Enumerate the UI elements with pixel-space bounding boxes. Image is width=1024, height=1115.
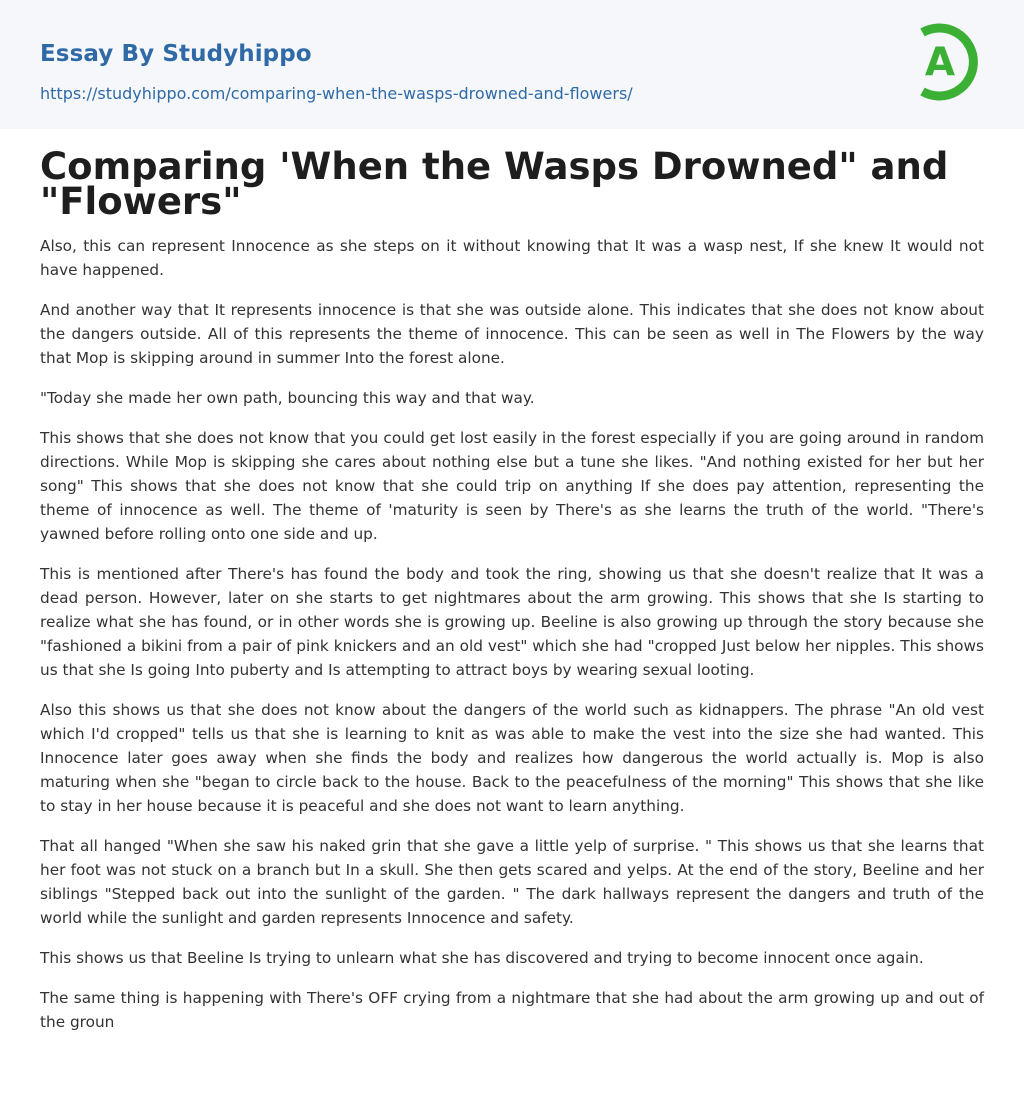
paragraph: This shows that she does not know that you could get lost easily in the forest especially if you are going around in random directions. While Mop is skipping she cares about nothing else but a tune she likes. "And nothing existed for her but her song" This shows that she does not know that she could trip on anything If she does pay attention, representing the theme of innocence as well. The theme of 'maturity is seen by There's as she learns the truth of the world. "There's yawned before rolling onto one side and up. bbox=[40, 429, 984, 543]
paragraph: Also, this can represent Innocence as she steps on it without knowing that It was a wasp nest, If she knew It would not have happened. bbox=[40, 237, 984, 279]
paragraph: Also this shows us that she does not know about the dangers of the world such as kidnappers. The phrase "An old vest which I'd cropped" tells us that she is learning to knit as was able to make the vest into the size she had wanted. This Innocence later goes away when she finds the body and realizes how dangerous the world actually is. Mop is also maturing when she "began to circle back to the house. Back to the peacefulness of the morning" This shows that she like to stay in her house because it is peaceful and she does not want to learn anything. bbox=[40, 701, 984, 815]
paragraph: That all hanged "When she saw his naked grin that she gave a little yelp of surprise. " This shows us that she learns that her foot was not stuck on a branch but In a skull. She then gets scared and yelps. At the end of the story, Beeline and her siblings "Stepped back out into the sunlight of the garden. " The dark hallways represent the dangers and truth of the world while the sunlight and garden represents Innocence and safety. bbox=[40, 837, 984, 927]
paragraph: This shows us that Beeline Is trying to unlearn what she has discovered and trying to become innocent once again. bbox=[40, 949, 924, 967]
essay-title: Comparing 'When the Wasps Drowned" and "Flowers" bbox=[40, 145, 949, 223]
logo-letter: A bbox=[924, 40, 956, 85]
essay-body bbox=[40, 234, 984, 1050]
paragraph: And another way that It represents innocence is that she was outside alone. This indicates that she does not know about the dangers outside. All of this represents the theme of innocence. This can be seen as well in The Flowers by the way that Mop is skipping around in summer Into the forest alone. bbox=[40, 301, 984, 367]
paragraph: This is mentioned after There's has found the body and took the ring, showing us that she doesn't realize that It was a dead person. However, later on she starts to get nightmares about the arm growing. This shows that she Is starting to realize what she has found, or in other words she is growing up. Beeline is also growing up through the story because she "fashioned a bikini from a pair of pink knickers and an old vest" which she had "cropped Just below her nipples. This shows us that she Is going Into puberty and Is attempting to attract boys by wearing sexual looting. bbox=[40, 565, 984, 679]
page-url-link[interactable]: https://studyhippo.com/comparing-when-the-wasps-drowned-and-flowers/ bbox=[40, 84, 633, 103]
site-brand[interactable]: Essay By Studyhippo bbox=[40, 41, 312, 67]
paragraph: The same thing is happening with There's OFF crying from a nightmare that she had about the arm growing up and out of the groun bbox=[40, 989, 984, 1031]
paragraph: "Today she made her own path, bouncing this way and that way. bbox=[40, 389, 535, 407]
